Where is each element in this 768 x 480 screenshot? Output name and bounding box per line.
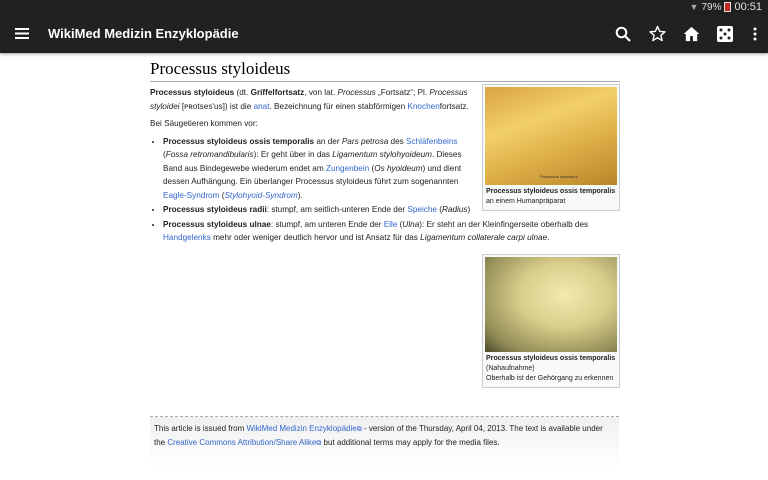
figure-caption-title: Processus styloideus ossis temporalis [486,188,616,195]
external-link-icon: ⧉ [316,440,322,447]
app-title: WikiMed Medizin Enzyklopädie [48,26,239,41]
text: an der [314,136,342,146]
home-button[interactable] [674,14,708,53]
app-bar [0,14,768,53]
text: but additional terms may apply for the media files. [321,438,500,447]
text: ) [467,205,471,214]
text: - version of the Thursday, April 04, 2013. The text is available under the [154,424,603,447]
text: Processus [337,88,376,97]
skull-image[interactable] [485,87,617,185]
text: . [547,233,550,242]
term: Processus styloideus ulnae [163,219,271,229]
closeup-image[interactable] [485,257,617,352]
text: des [388,136,407,146]
link-handgelenk[interactable]: Handgelenks [163,233,211,242]
text: Ulna [402,219,420,229]
battery-percent: 79% [701,1,722,13]
text: mehr oder weniger deutlich hervor und ist Ansatz für das [210,233,421,242]
link-anat[interactable]: anat [253,101,270,111]
search-icon [615,26,631,42]
license-link[interactable]: Creative Commons Attribution/Share Alike [167,438,317,447]
dice-icon [717,26,733,42]
bookmark-button[interactable] [640,14,674,53]
status-bar [0,0,768,14]
clock: 00:51 [734,1,762,13]
text: ( [163,150,166,159]
article-content [150,53,620,394]
text: Processus styloidei [150,88,468,111]
source-link[interactable]: WikiMed Medizin Enzyklopädie [246,424,357,433]
text: , von lat. [304,88,338,97]
figure-caption: an einem Humanpräparat [486,198,566,205]
text: ): Er geht über in das [253,150,333,159]
link-elle[interactable]: Elle [383,219,398,229]
term: Griffelfortsatz [250,88,305,97]
text: „Fortsatz“; Pl. [375,88,430,97]
menu-icon [15,28,29,39]
term: Processus styloideus radii [163,205,267,214]
text: fortsatz. [439,101,469,111]
text: ( [219,190,225,200]
more-vert-icon [753,27,757,41]
figure-skull[interactable] [482,84,620,211]
link-stylohyoid-syndrom[interactable]: Stylohyoid-Syndrom [224,190,298,200]
list-item [163,218,620,245]
figure-caption-2: Oberhalb ist der Gehörgang zu erkennen [486,374,614,382]
license-footer [150,416,619,468]
text: . Dieses Band aus Bindegewebe wiederum endet am [163,150,462,173]
search-button[interactable] [606,14,640,53]
text: Ligamentum collaterale carpi ulnae [420,233,548,242]
link-speiche[interactable]: Speiche [407,205,437,214]
text: Fossa retromandibularis [165,150,254,159]
overflow-menu-button[interactable] [742,14,768,53]
text: : stumpf, am seitlich-unteren Ende der [266,205,408,214]
lead-paragraph: Bei Säugetieren kommen vor: [150,119,258,128]
battery-icon [724,2,731,12]
figure-caption: (Nahaufnahme) [486,364,535,372]
wifi-icon: ▼ [689,2,699,12]
menu-button[interactable] [0,14,44,53]
text: ). [297,190,303,200]
image-label: Processus styloideus [540,174,578,179]
text: Radius [442,205,468,214]
text: ( [397,219,403,229]
link-zungenbein[interactable]: Zungenbein [325,163,370,173]
random-article-button[interactable] [708,14,742,53]
page-title: Processus styloideus [150,53,620,82]
external-link-icon: ⧉ [356,426,362,433]
text: ( [436,205,442,214]
text: (dt. [234,88,251,97]
text: Pars petrosa [341,136,389,146]
home-icon [683,26,700,42]
link-schlaefenbein[interactable]: Schläfenbeins [406,136,458,146]
link-eagle-syndrom[interactable]: Eagle-Syndrom [163,190,220,200]
star-icon [649,25,666,42]
text: [ᴘʀotses'us]) ist die [179,101,254,111]
term: Processus styloideus ossis temporalis [163,136,315,146]
text: ( [369,163,375,173]
figure-closeup[interactable] [482,254,620,388]
text: ) und dient dessen Aufhängung. Ein überlanger Processus styloideus führt zum sogenannten [163,163,462,186]
text: This article is issued from [154,424,247,433]
text: ): Er steht an der Kleinfingerseite oberhalb des [419,219,589,229]
text: : stumpf, am unteren Ende der [270,219,384,229]
text: . Bezeichnung für einen stabförmigen [269,101,408,111]
link-knochen[interactable]: Knochen [407,101,440,111]
figure-caption-title: Processus styloideus ossis temporalis [486,354,616,362]
text: Ligamentum stylohyoideum [332,150,432,159]
term: Processus styloideus [150,88,235,97]
text: Os hyoideum [374,163,423,173]
